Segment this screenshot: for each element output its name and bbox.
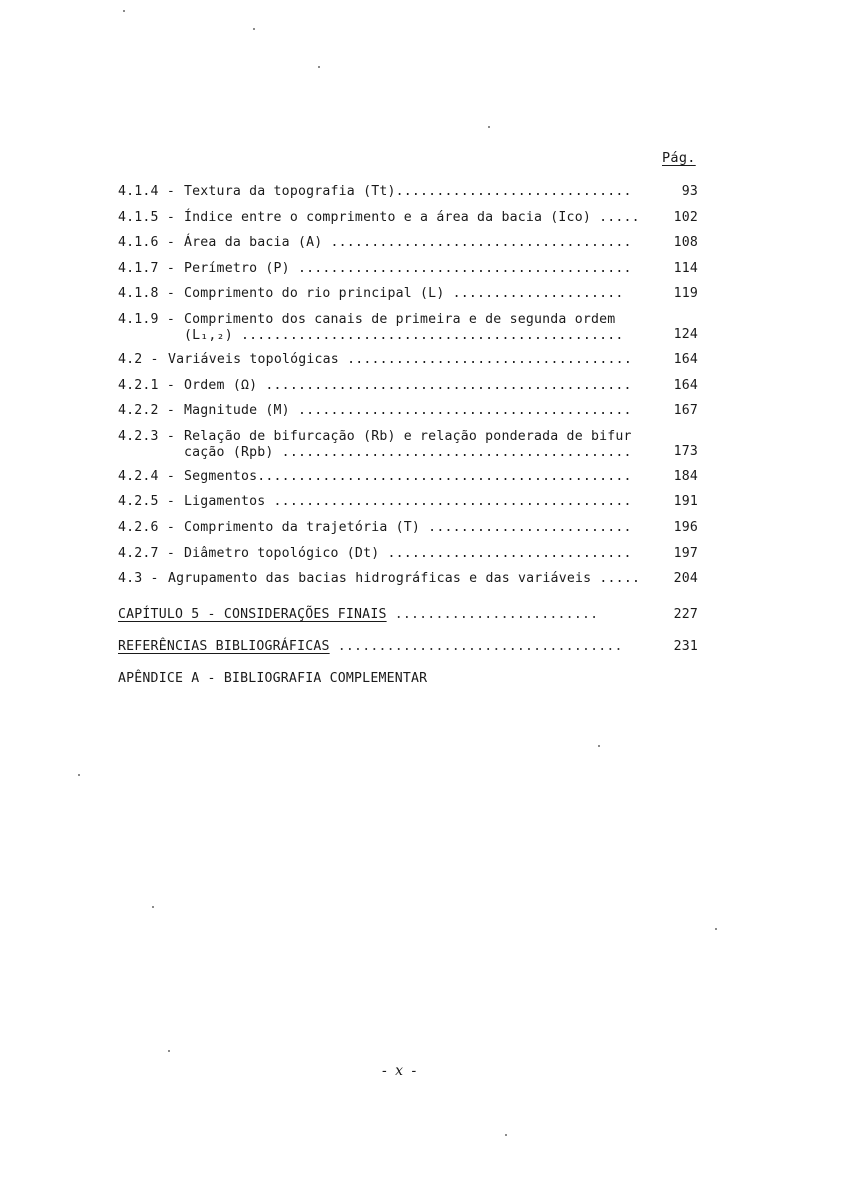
- entry-title: Magnitude (M) .........................................: [184, 403, 632, 419]
- entry-page: 108: [673, 235, 698, 251]
- entry-page: 191: [673, 494, 698, 510]
- page-number-footer: - x -: [382, 1063, 419, 1079]
- entry-number: 4.1.4 -: [118, 184, 175, 199]
- entry-page: 184: [673, 468, 698, 484]
- toc-chapter: [118, 671, 698, 703]
- entry-title: Ligamentos ............................................: [184, 494, 632, 510]
- chapter-label: APÊNDICE A - BIBLIOGRAFIA COMPLEMENTAR: [118, 670, 428, 686]
- entry-title: Segmentos..............................................: [184, 468, 632, 484]
- entry-title: Diâmetro topológico (Dt) ..............................: [184, 545, 632, 561]
- entry-page: 167: [673, 403, 698, 419]
- entry-number: 4.3 -: [118, 571, 159, 587]
- toc-entry: [118, 469, 698, 495]
- toc-entry: [118, 184, 698, 210]
- entry-title: Índice entre o comprimento e a área da bacia (Ico) .....: [184, 209, 640, 225]
- entry-number: 4.2.7 -: [118, 545, 175, 561]
- entry-page: 124: [673, 326, 698, 342]
- page-column-header: Pág.: [662, 150, 696, 166]
- toc-entry: [118, 286, 698, 312]
- entry-title: Variáveis topológicas ...................................: [168, 351, 632, 367]
- entry-page: 196: [673, 519, 698, 535]
- entry-title: Agrupamento das bacias hidrográficas e das variáveis .....: [168, 571, 641, 587]
- entry-number: 4.1.5 -: [118, 209, 175, 225]
- chapter-leader: ...................................: [329, 638, 623, 654]
- toc-entry: [118, 571, 698, 597]
- scan-speck: [168, 1050, 170, 1052]
- toc-entry: [118, 429, 698, 469]
- toc-entry: [118, 235, 698, 261]
- entry-title: [184, 312, 624, 343]
- scan-speck: [253, 28, 255, 30]
- toc-entry: [118, 546, 698, 572]
- entry-number: 4.1.9 -: [118, 311, 175, 327]
- entry-number: 4.2.1 -: [118, 377, 175, 393]
- scan-speck: [715, 928, 717, 930]
- toc-entry: [118, 210, 698, 236]
- entry-page: 164: [673, 351, 698, 367]
- entry-page: 197: [673, 545, 698, 561]
- entry-title-line1: Comprimento dos canais de primeira e de segunda ordem: [184, 311, 616, 327]
- toc-entry: [118, 403, 698, 429]
- entry-title: Comprimento do rio principal (L) .....................: [184, 286, 624, 302]
- chapter-page: 227: [673, 606, 698, 622]
- entry-page: 164: [673, 377, 698, 393]
- scan-speck: [78, 774, 80, 776]
- entry-title: Área da bacia (A) .....................................: [184, 235, 632, 251]
- entry-title: [184, 429, 632, 460]
- table-of-contents: [118, 184, 698, 703]
- chapter-label: CAPÍTULO 5 - CONSIDERAÇÕES FINAIS: [118, 606, 387, 622]
- entry-number: 4.2.6 -: [118, 519, 175, 535]
- entry-number: 4.2 -: [118, 351, 159, 367]
- entry-number: 4.2.4 -: [118, 468, 175, 484]
- entry-title: Comprimento da trajetória (T) .........................: [184, 519, 632, 535]
- toc-entry: [118, 520, 698, 546]
- entry-title-line1: Relação de bifurcação (Rb) e relação ponderada de bifur: [184, 428, 632, 444]
- scan-speck: [598, 745, 600, 747]
- toc-entry: [118, 312, 698, 352]
- entry-title: Ordem (Ω) .............................................: [184, 377, 632, 393]
- entry-title: Textura da topografia (Tt).............................: [184, 184, 632, 199]
- scan-speck: [318, 66, 320, 68]
- entry-number: 4.1.6 -: [118, 235, 175, 251]
- toc-entry: [118, 494, 698, 520]
- chapter-leader: .........................: [386, 606, 599, 622]
- entry-title-line2: cação (Rpb) ...........................................: [184, 444, 632, 460]
- scan-speck: [152, 906, 154, 908]
- entry-number: 4.2.2 -: [118, 403, 175, 419]
- scan-speck: [505, 1134, 507, 1136]
- entry-page: 173: [673, 443, 698, 459]
- entry-title-line2: (L₁,₂) ...............................................: [184, 327, 624, 343]
- toc-entry: [118, 352, 698, 378]
- entry-page: 204: [673, 571, 698, 587]
- entry-title: Perímetro (P) .........................................: [184, 260, 632, 276]
- entry-number: 4.1.7 -: [118, 260, 175, 276]
- chapter-label: REFERÊNCIAS BIBLIOGRÁFICAS: [118, 638, 330, 654]
- scan-speck: [123, 10, 125, 12]
- entry-page: 114: [673, 260, 698, 276]
- entry-number: 4.2.3 -: [118, 428, 175, 444]
- toc-entry: [118, 261, 698, 287]
- toc-entry: [118, 378, 698, 404]
- entry-page: 119: [673, 286, 698, 302]
- scan-speck: [488, 126, 490, 128]
- chapter-page: 231: [673, 638, 698, 654]
- entry-page: 93: [681, 184, 698, 199]
- toc-chapter: [118, 639, 698, 671]
- entry-page: 102: [673, 209, 698, 225]
- entry-number: 4.1.8 -: [118, 286, 175, 302]
- toc-chapter: [118, 607, 698, 639]
- entry-number: 4.2.5 -: [118, 494, 175, 510]
